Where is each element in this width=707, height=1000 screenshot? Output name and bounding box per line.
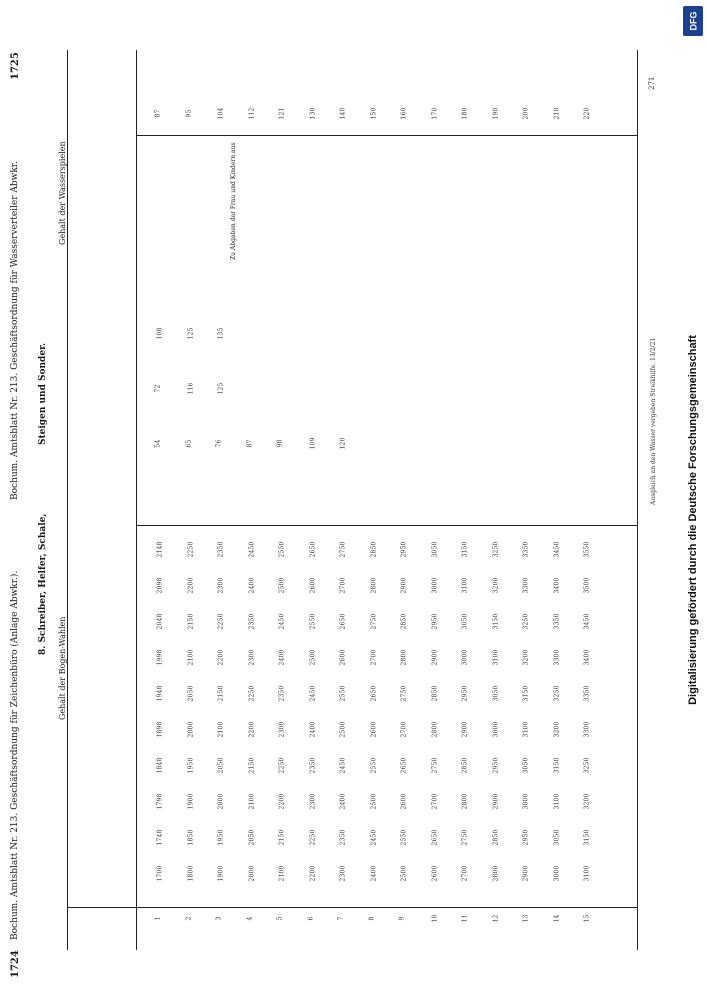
table-cell-right: 104 bbox=[217, 107, 225, 120]
table-cell: 2950 bbox=[431, 613, 439, 630]
table-cell: 2600 bbox=[400, 793, 408, 810]
table-cell: 2900 bbox=[522, 865, 530, 882]
table-cell-right: 130 bbox=[309, 107, 317, 120]
row-label: 13 bbox=[522, 914, 530, 923]
table-cell: 2350 bbox=[217, 541, 225, 558]
table-cell: 1800 bbox=[187, 865, 195, 882]
table-cell: 3150 bbox=[492, 613, 500, 630]
table-cell: 2350 bbox=[309, 757, 317, 774]
table-cell: 2800 bbox=[370, 577, 378, 594]
table-cell: 1700 bbox=[156, 865, 164, 882]
table-cell: 2450 bbox=[370, 829, 378, 846]
table-cell: 2500 bbox=[309, 649, 317, 666]
footnote: Ausgleich an den Wasser vergeben Streikhilfe. 13/2/21 bbox=[650, 337, 657, 505]
table-cell: 3300 bbox=[583, 721, 591, 738]
table-cell: 2050 bbox=[217, 757, 225, 774]
table-mid-rule bbox=[136, 525, 637, 526]
table-cell-right: 125 bbox=[217, 382, 225, 395]
table-cell: 1950 bbox=[187, 757, 195, 774]
table-cell-right: 190 bbox=[492, 107, 500, 120]
section-title: 8. Schreiber, Helfer, Schale, bbox=[38, 513, 48, 655]
table-cell: 1950 bbox=[217, 829, 225, 846]
table-cell-right: 170 bbox=[431, 107, 439, 120]
row-label: 11 bbox=[461, 914, 469, 923]
table-cell: 2550 bbox=[400, 829, 408, 846]
table-cell: 2200 bbox=[309, 865, 317, 882]
table-cell: 2450 bbox=[309, 685, 317, 702]
table-cell: 3100 bbox=[583, 865, 591, 882]
table-cell-right: 140 bbox=[339, 107, 347, 120]
table-cell: 3450 bbox=[583, 613, 591, 630]
table-cell: 3250 bbox=[492, 541, 500, 558]
table-cell: 1900 bbox=[217, 865, 225, 882]
table-cell: 2450 bbox=[278, 613, 286, 630]
table-cell: 2048 bbox=[156, 613, 164, 630]
dfg-notice: Digitalisierung gefördert durch die Deutsche Forschungsgemeinschaft bbox=[687, 335, 699, 705]
table-bottom-border bbox=[637, 50, 638, 950]
table-cell: 2250 bbox=[187, 541, 195, 558]
table-top-border bbox=[136, 50, 137, 950]
table-cell: 2900 bbox=[431, 649, 439, 666]
table-cell-right: 109 bbox=[309, 437, 317, 450]
table-cell-right: 76 bbox=[215, 439, 223, 448]
table-cell: 2850 bbox=[370, 541, 378, 558]
table-cell-right: 150 bbox=[370, 107, 378, 120]
table-cell: 2450 bbox=[339, 757, 347, 774]
table-cell-right: 95 bbox=[185, 109, 193, 118]
row-label: 12 bbox=[492, 914, 500, 923]
table-cell: 1848 bbox=[156, 757, 164, 774]
table-cell: 2350 bbox=[339, 829, 347, 846]
table-cell: 3000 bbox=[553, 865, 561, 882]
table-cell: 2900 bbox=[492, 793, 500, 810]
table-cell: 2700 bbox=[461, 865, 469, 882]
table-cell: 3350 bbox=[553, 613, 561, 630]
table-cell: 2850 bbox=[431, 685, 439, 702]
table-cell: 3000 bbox=[522, 793, 530, 810]
table-cell: 3250 bbox=[583, 757, 591, 774]
table-cell: 2750 bbox=[461, 829, 469, 846]
table-cell: 2000 bbox=[248, 865, 256, 882]
table-cell-right: 108 bbox=[156, 327, 164, 340]
table-cell: 2550 bbox=[370, 757, 378, 774]
row-label: 15 bbox=[583, 914, 591, 923]
right-note: Zu Abgaben der Frau und Kindern aus bbox=[230, 142, 237, 260]
table-cell: 3150 bbox=[522, 685, 530, 702]
right-page-number: 1725 bbox=[10, 52, 21, 80]
table-cell: 3000 bbox=[492, 721, 500, 738]
table-cell: 2250 bbox=[248, 685, 256, 702]
table-cell: 2000 bbox=[217, 793, 225, 810]
table-cell: 2700 bbox=[339, 577, 347, 594]
row-label: 2 bbox=[185, 916, 193, 921]
table-cell: 2750 bbox=[370, 613, 378, 630]
table-cell-right: 135 bbox=[217, 327, 225, 340]
table-cell: 2200 bbox=[278, 793, 286, 810]
table-cell: 3200 bbox=[583, 793, 591, 810]
table-cell: 3400 bbox=[583, 649, 591, 666]
table-cell: 2150 bbox=[278, 829, 286, 846]
table-cell: 1900 bbox=[187, 793, 195, 810]
table-cell: 2650 bbox=[400, 757, 408, 774]
table-cell: 1948 bbox=[156, 685, 164, 702]
table-cell: 2100 bbox=[278, 865, 286, 882]
table-cell: 2800 bbox=[400, 649, 408, 666]
left-page-number: 1724 bbox=[10, 950, 21, 978]
table-cell: 2100 bbox=[217, 721, 225, 738]
table-cell: 2098 bbox=[156, 577, 164, 594]
table-cell: 3500 bbox=[583, 577, 591, 594]
table-cell: 2850 bbox=[492, 829, 500, 846]
table-cell-right: 54 bbox=[154, 439, 162, 448]
table-cell: 2100 bbox=[187, 649, 195, 666]
table-cell-right: 200 bbox=[522, 107, 530, 120]
row-label: 9 bbox=[398, 916, 406, 921]
table-cell: 2050 bbox=[187, 685, 195, 702]
table-cell: 3400 bbox=[553, 577, 561, 594]
table-cell: 3250 bbox=[553, 685, 561, 702]
table-cell: 1748 bbox=[156, 829, 164, 846]
margin-number: 271 bbox=[648, 76, 656, 90]
row-label: 8 bbox=[368, 916, 376, 921]
table-cell: 2850 bbox=[400, 613, 408, 630]
table-cell: 3050 bbox=[522, 757, 530, 774]
table-cell: 2550 bbox=[309, 613, 317, 630]
table-cell: 2800 bbox=[461, 793, 469, 810]
table-cell-right: 72 bbox=[154, 384, 162, 393]
table-cell: 2750 bbox=[400, 685, 408, 702]
table-cell: 2750 bbox=[431, 757, 439, 774]
table-cell: 3050 bbox=[553, 829, 561, 846]
row-label: 3 bbox=[215, 916, 223, 921]
table-cell: 2250 bbox=[278, 757, 286, 774]
row-label: 5 bbox=[276, 916, 284, 921]
row-label: 6 bbox=[307, 916, 315, 921]
right-table-title: Gehalt der Wasserspielen bbox=[58, 141, 67, 245]
table-cell: 2600 bbox=[309, 577, 317, 594]
table-cell: 2500 bbox=[339, 721, 347, 738]
table-cell: 3200 bbox=[492, 577, 500, 594]
table-cell: 2650 bbox=[370, 685, 378, 702]
table-cell-right: 65 bbox=[185, 439, 193, 448]
table-cell: 2100 bbox=[248, 793, 256, 810]
table-cell: 2450 bbox=[248, 541, 256, 558]
table-cell-right: 98 bbox=[276, 439, 284, 448]
left-running-header: Bochum. Amtsblatt Nr. 213. Geschäftsordnung für Zeichenbüro (Anlage Abwkr.). bbox=[10, 570, 20, 940]
table-right-rule bbox=[136, 135, 637, 136]
table-cell: 2050 bbox=[248, 829, 256, 846]
table-cell: 2600 bbox=[370, 721, 378, 738]
table-cell: 2400 bbox=[339, 793, 347, 810]
table-cell-right: 87 bbox=[154, 109, 162, 118]
row-label: 14 bbox=[553, 914, 561, 923]
table-cell: 2000 bbox=[187, 721, 195, 738]
table-cell: 2300 bbox=[278, 721, 286, 738]
table-cell: 3300 bbox=[553, 649, 561, 666]
table-cell: 2200 bbox=[248, 721, 256, 738]
dfg-strip bbox=[679, 0, 707, 1000]
table-cell: 2850 bbox=[461, 757, 469, 774]
table-cell: 3200 bbox=[553, 721, 561, 738]
table-cell-right: 87 bbox=[246, 439, 254, 448]
table-cell: 2150 bbox=[187, 613, 195, 630]
table-cell: 3100 bbox=[461, 577, 469, 594]
table-cell: 2300 bbox=[339, 865, 347, 882]
table-cell: 2950 bbox=[400, 541, 408, 558]
table-cell: 1898 bbox=[156, 721, 164, 738]
table-cell-right: 120 bbox=[339, 437, 347, 450]
table-cell: 3050 bbox=[461, 613, 469, 630]
table-cell-right: 116 bbox=[187, 382, 195, 395]
table-cell: 3000 bbox=[431, 577, 439, 594]
table-cell-right: 125 bbox=[187, 327, 195, 340]
table-cell: 2600 bbox=[339, 649, 347, 666]
table-cell: 2600 bbox=[431, 865, 439, 882]
table-cell-right: 210 bbox=[553, 107, 561, 120]
table-cell: 3550 bbox=[583, 541, 591, 558]
table-cell: 2650 bbox=[431, 829, 439, 846]
table-cell-right: 180 bbox=[461, 107, 469, 120]
table-cell: 2500 bbox=[278, 577, 286, 594]
table-cell: 2950 bbox=[461, 685, 469, 702]
table-cell: 2900 bbox=[461, 721, 469, 738]
table-cell: 3350 bbox=[522, 541, 530, 558]
table-cell-right: 220 bbox=[583, 107, 591, 120]
table-cell: 2250 bbox=[217, 613, 225, 630]
table-cell: 3050 bbox=[431, 541, 439, 558]
table-cell: 3200 bbox=[522, 649, 530, 666]
table-cell: 3100 bbox=[522, 721, 530, 738]
table-cell: 2350 bbox=[248, 613, 256, 630]
table-cell: 2800 bbox=[431, 721, 439, 738]
table-cell: 2350 bbox=[278, 685, 286, 702]
table-cell: 2300 bbox=[309, 793, 317, 810]
row-label: 1 bbox=[154, 916, 162, 921]
table-cell: 2900 bbox=[400, 577, 408, 594]
row-label: 4 bbox=[246, 916, 254, 921]
table-cell: 3450 bbox=[553, 541, 561, 558]
table-cell: 2650 bbox=[339, 613, 347, 630]
table-cell: 2650 bbox=[309, 541, 317, 558]
table-cell: 2950 bbox=[492, 757, 500, 774]
table-cell: 3050 bbox=[492, 685, 500, 702]
table-cell: 1850 bbox=[187, 829, 195, 846]
table-cell-right: 160 bbox=[400, 107, 408, 120]
table-cell: 2400 bbox=[278, 649, 286, 666]
table-cell: 2550 bbox=[339, 685, 347, 702]
table-cell: 1798 bbox=[156, 793, 164, 810]
table-cell: 2950 bbox=[522, 829, 530, 846]
table-cell: 3350 bbox=[583, 685, 591, 702]
table-cell: 3100 bbox=[553, 793, 561, 810]
table-cell: 3100 bbox=[492, 649, 500, 666]
right-running-header: Bochum. Amtsblatt Nr. 213. Geschäftsordnung für Wasserverteiler Abwkr. bbox=[10, 161, 20, 500]
table-cell: 2500 bbox=[400, 865, 408, 882]
table-cell: 1998 bbox=[156, 649, 164, 666]
table-cell: 3150 bbox=[553, 757, 561, 774]
table-cell: 2400 bbox=[248, 577, 256, 594]
table-cell: 2700 bbox=[400, 721, 408, 738]
section-subtitle: Steigen und Sonder. bbox=[38, 342, 48, 445]
table-cell-right: 121 bbox=[278, 107, 286, 120]
table-cell: 2400 bbox=[309, 721, 317, 738]
table-cell: 2500 bbox=[370, 793, 378, 810]
table-cell: 2148 bbox=[156, 541, 164, 558]
table-cell: 2250 bbox=[309, 829, 317, 846]
table-cell: 2200 bbox=[217, 649, 225, 666]
table-cell: 2200 bbox=[187, 577, 195, 594]
table-cell: 2300 bbox=[248, 649, 256, 666]
table-cell: 2700 bbox=[431, 793, 439, 810]
table-left-border bbox=[67, 50, 68, 950]
table-cell: 2400 bbox=[370, 865, 378, 882]
table-cell: 3150 bbox=[583, 829, 591, 846]
table-cell: 3000 bbox=[461, 649, 469, 666]
table-cell: 2150 bbox=[217, 685, 225, 702]
table-cell: 2700 bbox=[370, 649, 378, 666]
table-cell: 2150 bbox=[248, 757, 256, 774]
table-cell: 3300 bbox=[522, 577, 530, 594]
table-cell: 3250 bbox=[522, 613, 530, 630]
table-cell: 2550 bbox=[278, 541, 286, 558]
left-table-title: Gehalt der Bogen-Wahlen bbox=[58, 616, 67, 720]
table-cell: 2750 bbox=[339, 541, 347, 558]
row-label: 7 bbox=[337, 916, 345, 921]
table-cell: 3150 bbox=[461, 541, 469, 558]
dfg-logo-icon: DFG bbox=[683, 6, 703, 36]
table-header-rule bbox=[67, 907, 637, 908]
table-cell: 2800 bbox=[492, 865, 500, 882]
table-cell-right: 112 bbox=[248, 107, 256, 120]
table-cell: 2300 bbox=[217, 577, 225, 594]
row-label: 10 bbox=[431, 914, 439, 923]
